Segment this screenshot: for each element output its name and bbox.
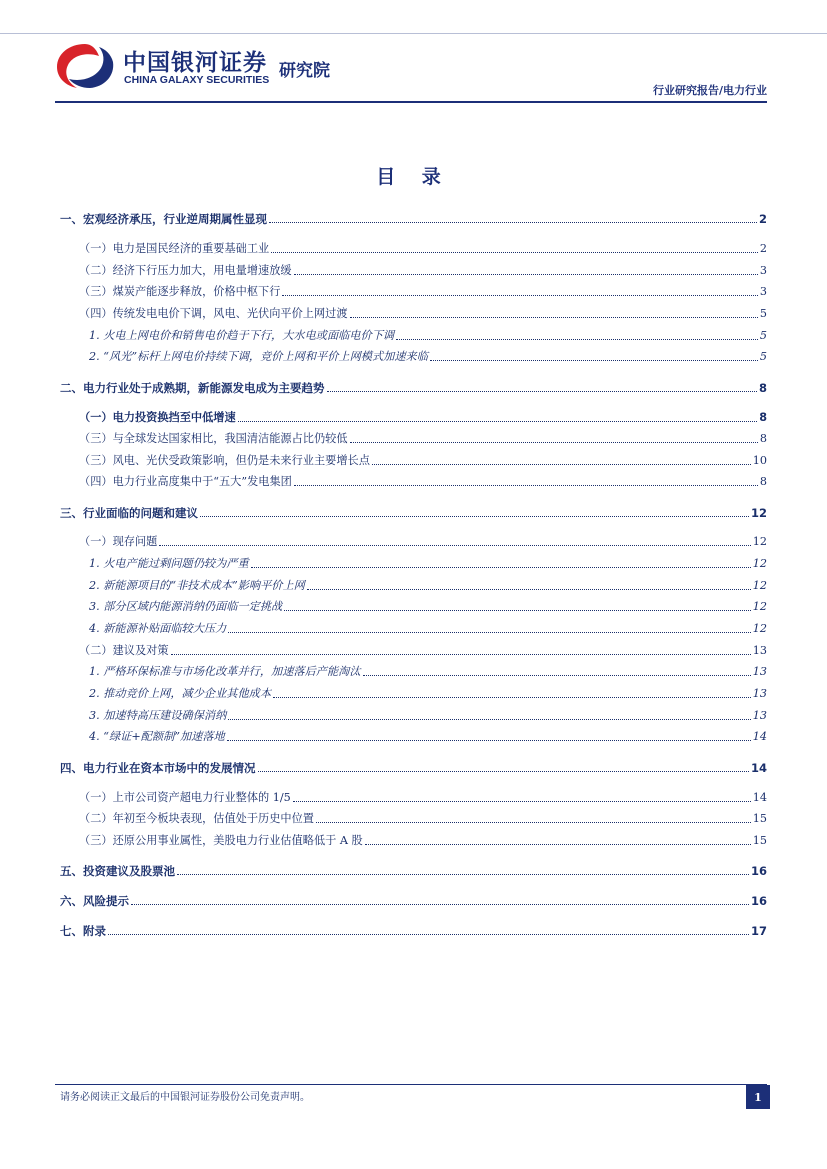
toc-leader-dots bbox=[258, 771, 749, 772]
toc-leader-dots bbox=[251, 567, 751, 568]
toc-entry-label: （三）风电、光伏受政策影响，但仍是未来行业主要增长点 bbox=[79, 454, 370, 467]
toc-entry-label: （二）年初至今板块表现，估值处于历史中位置 bbox=[79, 812, 314, 825]
toc-page-number: 12 bbox=[752, 557, 767, 570]
toc-entry-section-3[interactable] bbox=[60, 506, 767, 520]
toc-entry-label: （一）上市公司资产超电力行业整体的 1/5 bbox=[79, 791, 291, 804]
toc-entry-section-3-1-3[interactable] bbox=[60, 600, 767, 614]
toc-page-number: 8 bbox=[758, 381, 767, 395]
toc-entry-section-4-1[interactable] bbox=[60, 791, 767, 805]
toc-entry-section-1[interactable] bbox=[60, 212, 767, 226]
toc-leader-dots bbox=[430, 360, 758, 361]
toc-page-number: 12 bbox=[752, 535, 767, 548]
toc-entry-label: 一、宏观经济承压，行业逆周期属性显现 bbox=[60, 212, 267, 226]
toc-leader-dots bbox=[269, 222, 757, 223]
toc-entry-section-2-2[interactable] bbox=[60, 432, 767, 446]
brand-name-en: CHINA GALAXY SECURITIES bbox=[124, 74, 270, 86]
toc-entry-label: 三、行业面临的问题和建议 bbox=[60, 506, 198, 520]
toc-entry-section-5[interactable] bbox=[60, 864, 767, 878]
toc-leader-dots bbox=[177, 874, 749, 875]
toc-leader-dots bbox=[238, 421, 758, 422]
toc-entry-label: （二）建议及对策 bbox=[79, 644, 169, 657]
toc-entry-label: 四、电力行业在资本市场中的发展情况 bbox=[60, 761, 256, 775]
toc-entry-label: 二、电力行业处于成熟期，新能源发电成为主要趋势 bbox=[60, 381, 325, 395]
toc-entry-label: 1. 火电上网电价和销售电价趋于下行，大水电或面临电价下调 bbox=[89, 329, 395, 342]
toc-page-number: 10 bbox=[752, 454, 767, 467]
toc-entry-section-3-1[interactable] bbox=[60, 535, 767, 549]
toc-entry-label: 1. 严格环保标准与市场化改革并行，加速落后产能淘汰 bbox=[89, 665, 361, 678]
toc-entry-label: 3. 部分区域内能源消纳仍面临一定挑战 bbox=[89, 600, 283, 613]
toc-leader-dots bbox=[327, 391, 757, 392]
toc-leader-dots bbox=[228, 719, 750, 720]
toc-entry-section-1-2[interactable] bbox=[60, 264, 767, 278]
toc-leader-dots bbox=[271, 252, 758, 253]
toc-entry-label: 七、附录 bbox=[60, 924, 106, 938]
toc-entry-section-1-4-2[interactable] bbox=[60, 350, 767, 364]
toc-page-number: 12 bbox=[752, 622, 767, 635]
toc-page-number: 2 bbox=[759, 242, 767, 255]
toc-entry-section-3-2-2[interactable] bbox=[60, 687, 767, 701]
toc-entry-section-1-3[interactable] bbox=[60, 285, 767, 299]
toc-title: 目 录 bbox=[376, 166, 451, 188]
toc-entry-label: （一）电力是国民经济的重要基础工业 bbox=[79, 242, 270, 255]
toc-entry-label: 2. 推动竞价上网，减少企业其他成本 bbox=[89, 687, 272, 700]
toc-entry-section-3-2-3[interactable] bbox=[60, 709, 767, 723]
toc-entry-label: 2. “风光”标杆上网电价持续下调，竞价上网和平价上网模式加速来临 bbox=[89, 350, 428, 363]
toc-page-number: 8 bbox=[759, 475, 767, 488]
toc-entry-section-7[interactable] bbox=[60, 924, 767, 938]
toc-leader-dots bbox=[293, 801, 751, 802]
toc-leader-dots bbox=[108, 934, 749, 935]
toc-page-number: 17 bbox=[750, 924, 767, 938]
toc-entry-section-1-4[interactable] bbox=[60, 307, 767, 321]
toc-entry-section-1-4-1[interactable] bbox=[60, 329, 767, 343]
toc-page-number: 13 bbox=[752, 665, 767, 678]
toc-entry-label: 4. “绿证+配额制”加速落地 bbox=[89, 730, 225, 743]
toc-entry-section-2[interactable] bbox=[60, 381, 767, 395]
report-type-label: 行业研究报告/电力行业 bbox=[652, 84, 767, 97]
toc-entry-section-2-1[interactable] bbox=[60, 411, 767, 425]
toc-entry-label: （一）电力投资换挡至中低增速 bbox=[79, 411, 236, 424]
toc-entry-label: （三）与全球发达国家相比，我国清洁能源占比仍较低 bbox=[79, 432, 348, 445]
toc-entry-section-2-4[interactable] bbox=[60, 475, 767, 489]
toc-entry-section-3-2-4[interactable] bbox=[60, 730, 767, 744]
toc-entry-label: （二）经济下行压力加大，用电量增速放缓 bbox=[79, 264, 292, 277]
toc-page-number: 12 bbox=[752, 579, 767, 592]
toc-page-number: 5 bbox=[759, 329, 767, 342]
toc-page-number: 16 bbox=[750, 864, 767, 878]
toc-leader-dots bbox=[200, 516, 749, 517]
toc-entry-section-4[interactable] bbox=[60, 761, 767, 775]
top-rule bbox=[0, 33, 827, 34]
toc-entry-section-6[interactable] bbox=[60, 894, 767, 908]
toc-entry-section-3-2-1[interactable] bbox=[60, 665, 767, 679]
toc-entry-label: 五、投资建议及股票池 bbox=[60, 864, 175, 878]
toc-page-number: 14 bbox=[752, 791, 767, 804]
toc-leader-dots bbox=[159, 545, 750, 546]
toc-leader-dots bbox=[294, 274, 758, 275]
toc-page-number: 2 bbox=[758, 212, 767, 226]
toc-entry-section-3-2[interactable] bbox=[60, 644, 767, 658]
toc-entry-label: （一）现存问题 bbox=[79, 535, 158, 548]
toc-entry-section-2-3[interactable] bbox=[60, 454, 767, 468]
toc-page-number: 12 bbox=[750, 506, 767, 520]
toc-page-number: 13 bbox=[752, 709, 767, 722]
toc-page-number: 16 bbox=[750, 894, 767, 908]
toc-page-number: 8 bbox=[759, 432, 767, 445]
toc-entry-label: 1. 火电产能过剩问题仍较为严重 bbox=[89, 557, 249, 570]
toc-leader-dots bbox=[171, 654, 751, 655]
toc-page-number: 14 bbox=[750, 761, 767, 775]
toc-leader-dots bbox=[273, 697, 751, 698]
toc-leader-dots bbox=[372, 464, 751, 465]
toc-entry-section-3-1-4[interactable] bbox=[60, 622, 767, 636]
toc-leader-dots bbox=[316, 822, 751, 823]
toc-leader-dots bbox=[227, 740, 751, 741]
galaxy-swirl-logo-icon bbox=[55, 42, 115, 90]
toc-page-number: 8 bbox=[759, 411, 767, 424]
toc-leader-dots bbox=[131, 904, 749, 905]
toc-entry-section-4-2[interactable] bbox=[60, 812, 767, 826]
toc-entry-label: （三）煤炭产能逐步释放，价格中枢下行 bbox=[79, 285, 281, 298]
footer-rule bbox=[55, 1084, 767, 1085]
toc-leader-dots bbox=[284, 610, 751, 611]
toc-page-number: 12 bbox=[752, 600, 767, 613]
toc-page-number: 5 bbox=[759, 350, 767, 363]
toc-entry-label: 六、风险提示 bbox=[60, 894, 129, 908]
toc-leader-dots bbox=[282, 295, 757, 296]
toc-leader-dots bbox=[365, 844, 751, 845]
toc-page-number: 5 bbox=[759, 307, 767, 320]
toc-leader-dots bbox=[294, 485, 758, 486]
toc-page-number: 3 bbox=[759, 264, 767, 277]
toc-page-number: 3 bbox=[759, 285, 767, 298]
toc-entry-section-3-1-1[interactable] bbox=[60, 557, 767, 571]
toc-page-number: 13 bbox=[752, 687, 767, 700]
toc-page-number: 13 bbox=[752, 644, 767, 657]
toc-entry-section-3-1-2[interactable] bbox=[60, 579, 767, 593]
toc-leader-dots bbox=[307, 589, 751, 590]
toc-page-number: 14 bbox=[752, 730, 767, 743]
toc-leader-dots bbox=[350, 317, 758, 318]
toc-entry-label: （三）还原公用事业属性，美股电力行业估值略低于 A 股 bbox=[79, 834, 363, 847]
toc-page-number: 15 bbox=[752, 834, 767, 847]
toc-leader-dots bbox=[396, 339, 758, 340]
toc-leader-dots bbox=[228, 632, 750, 633]
footer-disclaimer: 请务必阅读正文最后的中国银河证券股份公司免责声明。 bbox=[60, 1092, 310, 1103]
toc-entry-label: 3. 加速特高压建设确保消纳 bbox=[89, 709, 227, 722]
toc-entry-section-4-3[interactable] bbox=[60, 834, 767, 848]
toc-entry-label: 4. 新能源补贴面临较大压力 bbox=[89, 622, 227, 635]
header-rule bbox=[55, 101, 767, 103]
brand-institute: 研究院 bbox=[279, 61, 330, 81]
toc-leader-dots bbox=[363, 675, 751, 676]
toc-entry-label: （四）传统发电电价下调，风电、光伏向平价上网过渡 bbox=[79, 307, 348, 320]
toc-leader-dots bbox=[350, 442, 758, 443]
toc-page-number: 15 bbox=[752, 812, 767, 825]
brand-name-cn: 中国银河证券 bbox=[123, 50, 267, 76]
toc-entry-label: 2. 新能源项目的“非技术成本”影响平价上网 bbox=[89, 579, 305, 592]
toc-entry-label: （四）电力行业高度集中于“五大”发电集团 bbox=[79, 475, 292, 488]
page-number-badge: 1 bbox=[746, 1085, 770, 1109]
toc-entry-section-1-1[interactable] bbox=[60, 242, 767, 256]
